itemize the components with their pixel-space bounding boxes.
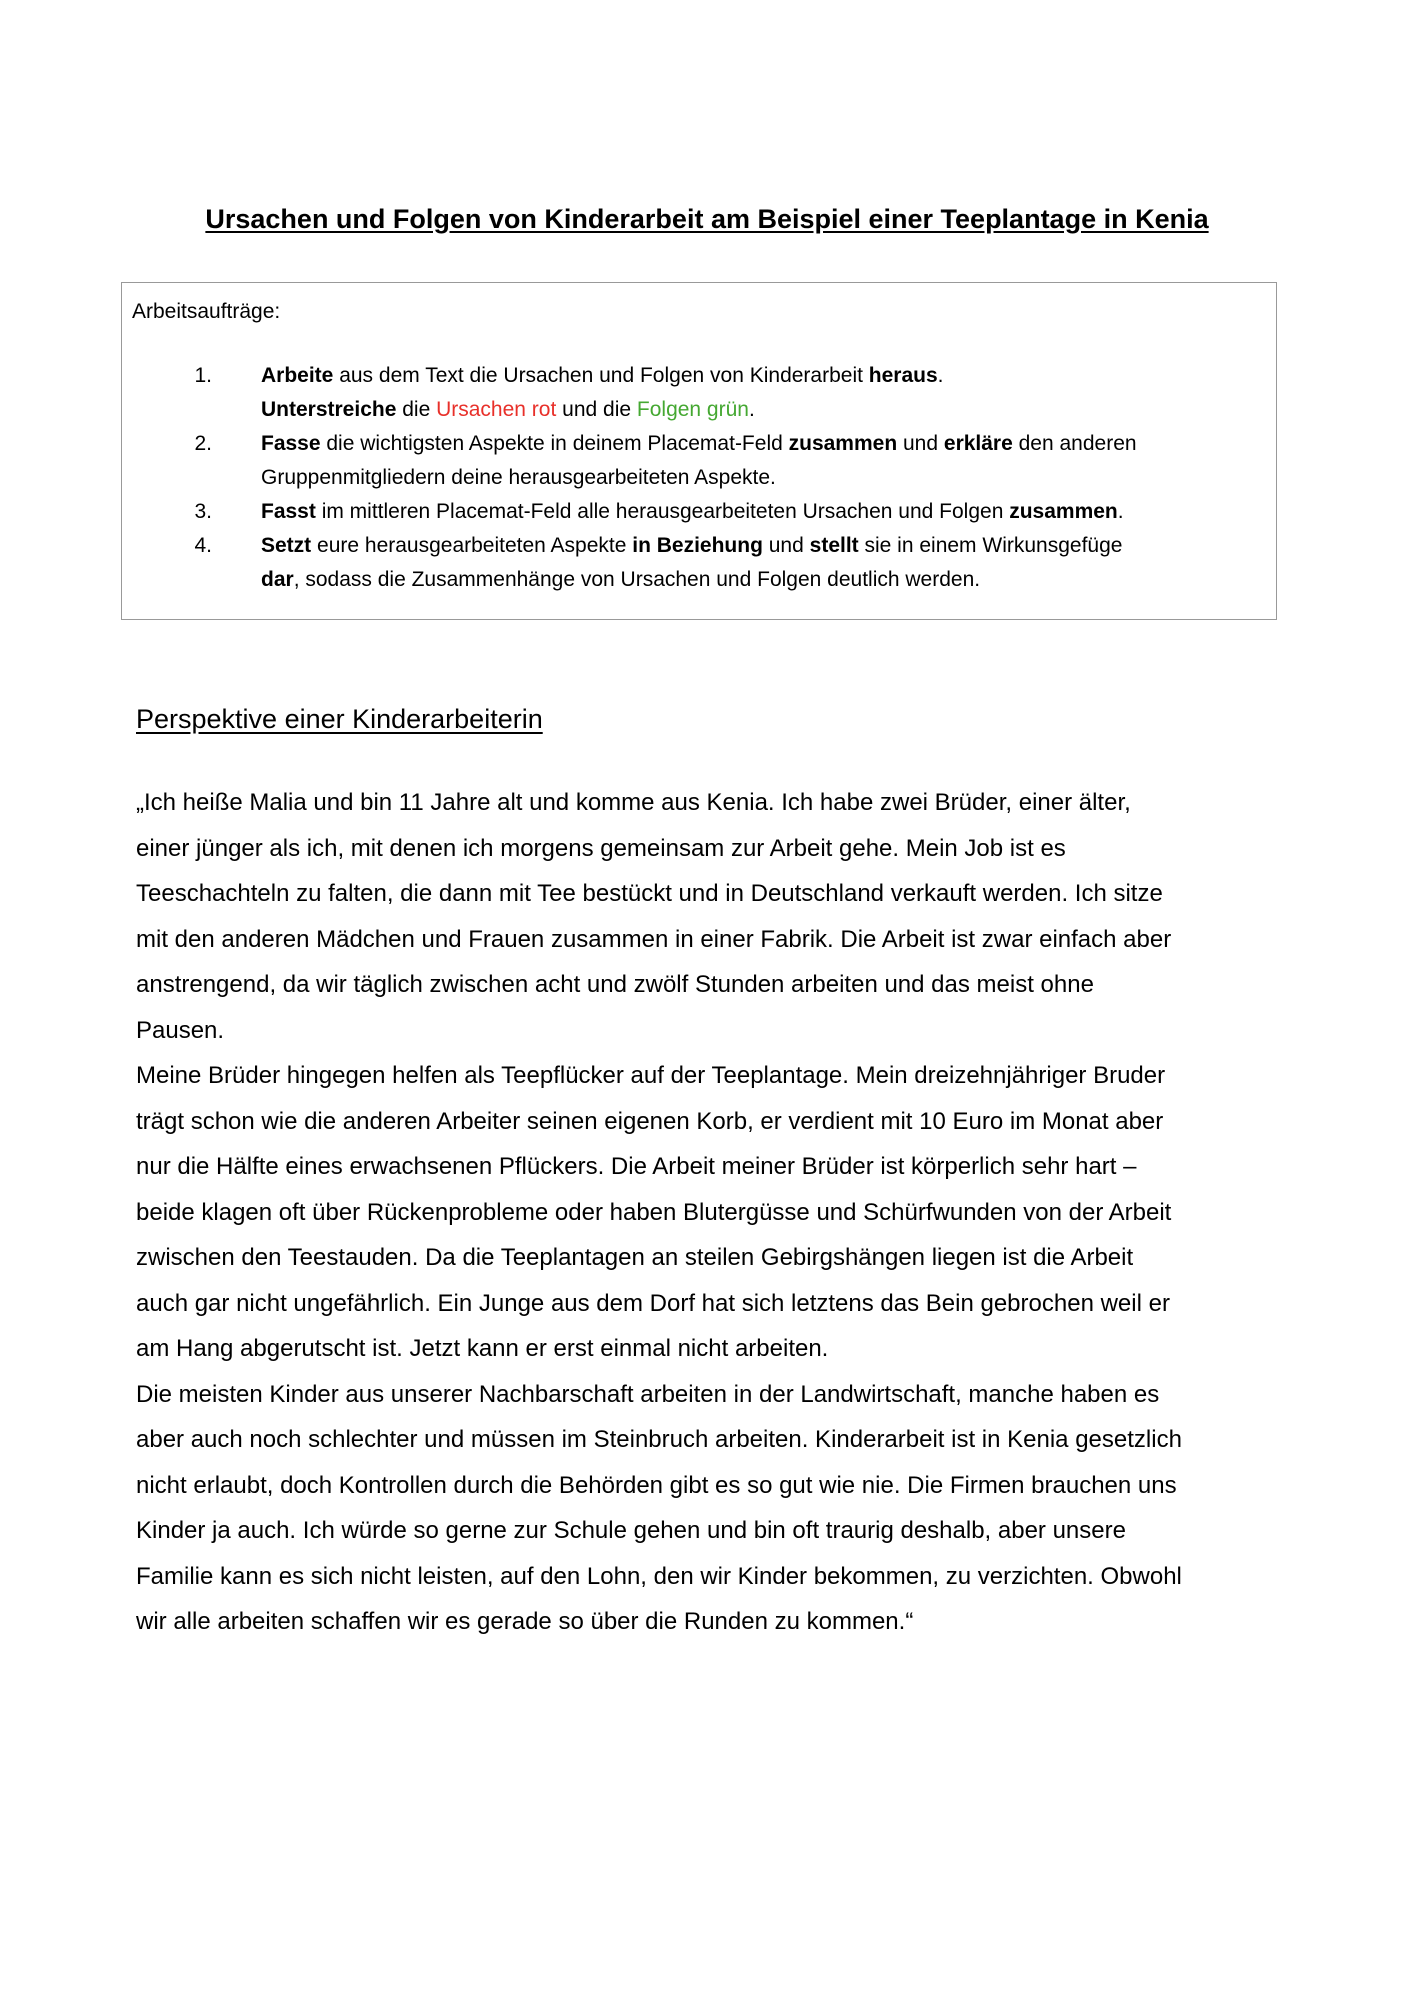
task-line: [261, 529, 1137, 563]
task-keyword: dar: [261, 568, 294, 591]
task-text: die wichtigsten Aspekte in deinem Placemat-Feld: [320, 432, 789, 455]
story-line: auch gar nicht ungefährlich. Ein Junge aus dem Dorf hat sich letztens das Bein gebrochen weil er: [136, 1289, 1170, 1317]
task-number: 1.: [194, 364, 212, 387]
task-text: .: [937, 364, 944, 387]
story-line: Kinder ja auch. Ich würde so gerne zur Schule gehen und bin oft traurig deshalb, aber unsere: [136, 1517, 1126, 1544]
task-line: [261, 359, 1137, 393]
task-keyword: in Beziehung: [632, 534, 763, 557]
task-text: Gruppenmitgliedern deine herausgearbeiteten Aspekte.: [261, 466, 776, 489]
task-keyword: Unterstreiche: [261, 398, 397, 421]
task-item-3: [182, 495, 1137, 529]
causes-red-label: Ursachen rot: [436, 398, 557, 421]
story-line: Pausen.: [136, 1016, 225, 1044]
task-box-heading: Arbeitsaufträge:: [132, 300, 281, 323]
story-line: am Hang abgerutscht ist. Jetzt kann er erst einmal nicht arbeiten.: [136, 1335, 829, 1362]
story-line: „Ich heiße Malia und bin 11 Jahre alt und komme aus Kenia. Ich habe zwei Brüder, einer älter,: [136, 789, 1131, 816]
story-line: trägt schon wie die anderen Arbeiter seinen eigenen Korb, er verdient mit 10 Euro im Monat aber: [136, 1107, 1164, 1135]
task-text: .: [1117, 500, 1124, 523]
task-line: [261, 563, 1137, 597]
story-line: wir alle arbeiten schaffen wir es gerade so über die Runden zu kommen.“: [136, 1608, 914, 1635]
story-line: Teeschachteln zu falten, die dann mit Tee bestückt und in Deutschland verkauft werden. Ich sitze: [136, 880, 1163, 907]
task-keyword: erkläre: [943, 432, 1013, 455]
task-text: aus dem Text die Ursachen und Folgen von Kinderarbeit: [333, 364, 869, 387]
task-text: .: [748, 398, 755, 421]
story-line: nicht erlaubt, doch Kontrollen durch die Behörden gibt es so gut wie nie. Die Firmen brauchen uns: [136, 1471, 1177, 1499]
task-keyword: stellt: [809, 534, 859, 557]
task-line: [261, 461, 1137, 495]
story-line: einer jünger als ich, mit denen ich morgens gemeinsam zur Arbeit gehe. Mein Job ist es: [136, 834, 1066, 862]
task-item-4: [182, 529, 1137, 597]
task-line: [261, 495, 1137, 529]
task-text: die: [396, 398, 437, 421]
effects-green-label: Folgen grün: [636, 398, 749, 421]
task-text: , sodass die Zusammenhänge von Ursachen und Folgen deutlich werden.: [293, 568, 981, 591]
task-keyword: heraus: [868, 364, 938, 387]
task-keyword: Arbeite: [261, 364, 334, 387]
page-title: Ursachen und Folgen von Kinderarbeit am Beispiel einer Teeplantage in Kenia: [205, 204, 1209, 234]
story-line: mit den anderen Mädchen und Frauen zusammen in einer Fabrik. Die Arbeit ist zwar einfach aber: [136, 925, 1172, 953]
story-line: aber auch noch schlechter und müssen im Steinbruch arbeiten. Kinderarbeit ist in Kenia gesetzlich: [136, 1426, 1182, 1453]
task-text: sie in einem Wirkunsgefüge: [858, 534, 1123, 557]
story-line: Familie kann es sich nicht leisten, auf den Lohn, den wir Kinder bekommen, zu verzichten. Obwohl: [136, 1562, 1182, 1590]
task-box: [121, 282, 1277, 620]
task-line: [261, 393, 1137, 427]
task-list: [182, 359, 1137, 597]
task-line: [261, 427, 1137, 461]
task-text: den anderen: [1012, 432, 1137, 455]
story-line: anstrengend, da wir täglich zwischen acht und zwölf Stunden arbeiten und das meist ohne: [136, 971, 1094, 998]
task-text: im mittleren Placemat-Feld alle herausgearbeiteten Ursachen und Folgen: [315, 500, 1010, 523]
task-keyword: Fasse: [261, 432, 321, 455]
task-text: und: [762, 534, 810, 557]
task-text: eure herausgearbeiteten Aspekte: [311, 534, 633, 557]
task-text: und die: [556, 398, 637, 421]
task-number: 2.: [194, 432, 212, 455]
story-line: beide klagen oft über Rückenprobleme oder haben Blutergüsse und Schürfwunden von der Arbeit: [136, 1198, 1172, 1226]
story-line: Die meisten Kinder aus unserer Nachbarschaft arbeiten in der Landwirtschaft, manche haben es: [136, 1380, 1160, 1408]
task-keyword: Setzt: [261, 534, 312, 557]
task-keyword: zusammen: [788, 432, 898, 455]
task-text: und: [897, 432, 944, 455]
story-text: [136, 780, 1296, 1645]
story-line: zwischen den Teestauden. Da die Teeplantagen an steilen Gebirgshängen liegen ist die Arbeit: [136, 1244, 1134, 1271]
task-number: 3.: [194, 500, 212, 523]
task-item-2: [182, 427, 1137, 495]
task-item-1: [182, 359, 1137, 427]
story-line: nur die Hälfte eines erwachsenen Pflückers. Die Arbeit meiner Brüder ist körperlich sehr hart –: [136, 1153, 1137, 1180]
section-heading: Perspektive einer Kinderarbeiterin: [136, 704, 543, 734]
task-keyword: zusammen: [1009, 500, 1118, 523]
story-line: Meine Brüder hingegen helfen als Teepflücker auf der Teeplantage. Mein dreizehnjähriger Bruder: [136, 1062, 1166, 1089]
task-number: 4.: [194, 534, 212, 557]
task-keyword: Fasst: [261, 500, 316, 523]
